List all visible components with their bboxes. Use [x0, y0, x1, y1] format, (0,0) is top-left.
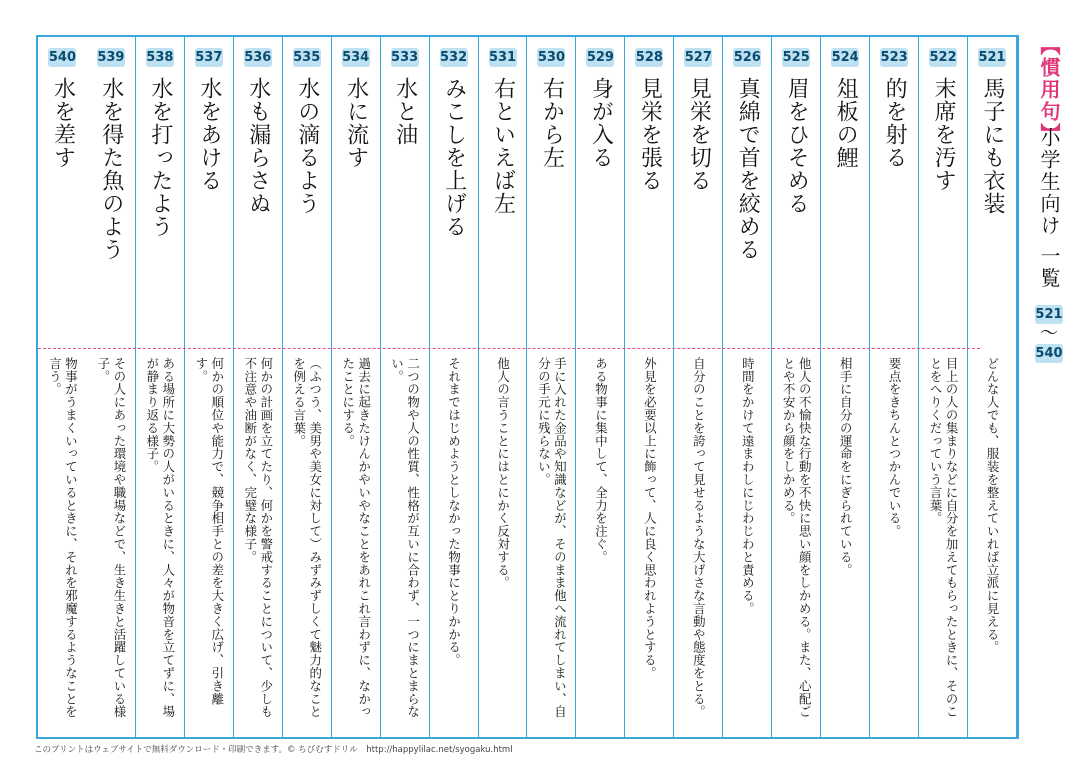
idiom-column: [674, 37, 723, 737]
divider-line: [38, 348, 980, 349]
idiom-text: 水を得た魚のよう: [98, 77, 124, 261]
idiom-number: 523: [880, 50, 908, 65]
idiom-number: 524: [831, 50, 859, 65]
idiom-meaning: 何かの計画を立てたり、何かを警戒することについて、少しも不注意や油断がなく、完璧な様子。: [242, 357, 274, 719]
idiom-meaning: 時間をかけて遠まわしにじわじわと責める。: [740, 357, 756, 615]
idiom-meaning: ある場所に大勢の人がいるときに、人々が物音を立てずに、場が静まり返る様子。: [144, 357, 176, 719]
idiom-column: [870, 37, 919, 737]
side-panel: [1022, 35, 1080, 739]
idiom-text: 右といえば左: [490, 77, 516, 215]
idiom-text: 水に流す: [343, 77, 369, 169]
idiom-number: 521: [978, 50, 1006, 65]
idiom-column: [87, 37, 136, 737]
idiom-column: [772, 37, 821, 737]
range-end: 540: [1035, 346, 1063, 361]
idiom-column: [381, 37, 430, 737]
idiom-text: 見栄を切る: [686, 77, 712, 192]
idiom-number: 522: [929, 50, 957, 65]
idiom-column: [919, 37, 968, 737]
idiom-number: 525: [782, 50, 810, 65]
idiom-text: みこしを上げる: [441, 77, 467, 238]
footer-text: このプリントはウェブサイトで無料ダウンロード・印刷できます。© ちびむすドリル http://happylilac.net/syogaku.html: [34, 745, 513, 755]
idiom-meaning: 目上の人の集まりなどに自分を加えてもらったときに、そのことをへりくだっていう言葉。: [928, 357, 960, 719]
number-range: [1031, 305, 1067, 363]
idiom-meaning: 二つの物や人の性質、性格が互いに合わず、一つにまとまらない。: [389, 357, 421, 719]
idiom-text: 水と油: [392, 77, 418, 146]
idiom-number: 534: [342, 50, 370, 65]
idiom-text: 馬子にも衣装: [980, 77, 1006, 215]
idiom-text: 見栄を張る: [637, 77, 663, 192]
idiom-text: 水をあける: [196, 77, 222, 192]
idiom-text: 身が入る: [588, 77, 614, 169]
idiom-meaning: 他人の言うことにはとにかく反対する。: [495, 357, 511, 590]
idiom-text: 的を射る: [882, 77, 908, 169]
idiom-meaning: 物事がうまくいっているときに、それを邪魔するようなことを言う。: [47, 357, 79, 719]
idiom-column: [332, 37, 381, 737]
idiom-number: 535: [293, 50, 321, 65]
idiom-number: 536: [244, 50, 272, 65]
idiom-text: 真綿で首を絞める: [735, 77, 761, 261]
idiom-number: 533: [391, 50, 419, 65]
idiom-meaning: どんな人でも、服装を整えていれば立派に見える。: [985, 357, 1001, 654]
idiom-number: 526: [733, 50, 761, 65]
idiom-number: 528: [635, 50, 663, 65]
idiom-meaning: 何かの順位や能力で、競争相手との差を大きく広げ、引き離す。: [193, 357, 225, 706]
idiom-text: 水を差す: [50, 77, 76, 169]
idiom-number: 538: [146, 50, 174, 65]
idiom-meaning: その人にあった環境や職場などで、生き生きと活躍している様子。: [95, 357, 127, 719]
idiom-column: [185, 37, 234, 737]
idiom-number: 540: [48, 50, 77, 65]
idiom-meaning: 要点をきちんとつかんでいる。: [887, 357, 903, 538]
idiom-text: 水を打ったよう: [147, 77, 173, 238]
idiom-meaning: 他人の不愉快な行動を不快に思い顔をしかめる。また、心配ごとや不安から顔をしかめる。: [781, 357, 813, 719]
idiom-column: [430, 37, 479, 737]
idiom-meaning: 相手に自分の運命をにぎられている。: [838, 357, 854, 577]
idiom-number: 537: [195, 50, 223, 65]
idiom-meaning: （ふつう、美男や美女に対して）みずみずしくて魅力的なことを例える言葉。: [291, 357, 323, 719]
idiom-number: 527: [684, 50, 712, 65]
idiom-number: 539: [97, 50, 125, 65]
idiom-column: [625, 37, 674, 737]
range-separator: ～: [1040, 323, 1058, 344]
idiom-meaning: 手に入れた金品や知識などが、そのまま他へ流れてしまい、自分の手元に残らない。: [536, 357, 568, 719]
idiom-text: 水の滴るよう: [294, 77, 320, 215]
idiom-meaning: ある物事に集中して、全力を注ぐ。: [593, 357, 609, 564]
idiom-meaning: それまではじめようとしなかった物事にとりかかる。: [446, 357, 462, 667]
idiom-column: [136, 37, 185, 737]
category-title: 【慣用句】: [1037, 35, 1061, 145]
idiom-meaning: 過去に起きたけんかやいやなことをあれこれ言わずに、なかったことにする。: [340, 357, 372, 719]
idiom-meaning: 外見を必要以上に飾って、人に良く思われようとする。: [642, 357, 658, 680]
idiom-column: [528, 37, 577, 737]
idiom-column: [479, 37, 528, 737]
idiom-text: 末席を汚す: [931, 77, 957, 192]
idiom-column: [283, 37, 332, 737]
idiom-column: [821, 37, 870, 737]
idiom-text: 眉をひそめる: [784, 77, 810, 215]
page-subtitle: 小学生向け 一覧: [1037, 127, 1061, 290]
idiom-column: [723, 37, 772, 737]
idiom-column: [968, 37, 1017, 737]
idiom-meaning: 自分のことを誇って見せるような大げさな言動や態度をとる。: [691, 357, 707, 719]
idiom-number: 530: [537, 50, 566, 65]
idiom-column: [234, 37, 283, 737]
idiom-text: 俎板の鯉: [833, 77, 859, 169]
idiom-column: [38, 37, 87, 737]
idiom-text: 右から左: [539, 77, 565, 169]
idiom-column: [576, 37, 625, 737]
idiom-table: [36, 35, 1019, 739]
idiom-number: 529: [586, 50, 614, 65]
idiom-number: 531: [488, 50, 517, 65]
idiom-text: 水も漏らさぬ: [245, 77, 271, 215]
idiom-number: 532: [439, 50, 468, 65]
range-start: 521: [1035, 307, 1063, 322]
